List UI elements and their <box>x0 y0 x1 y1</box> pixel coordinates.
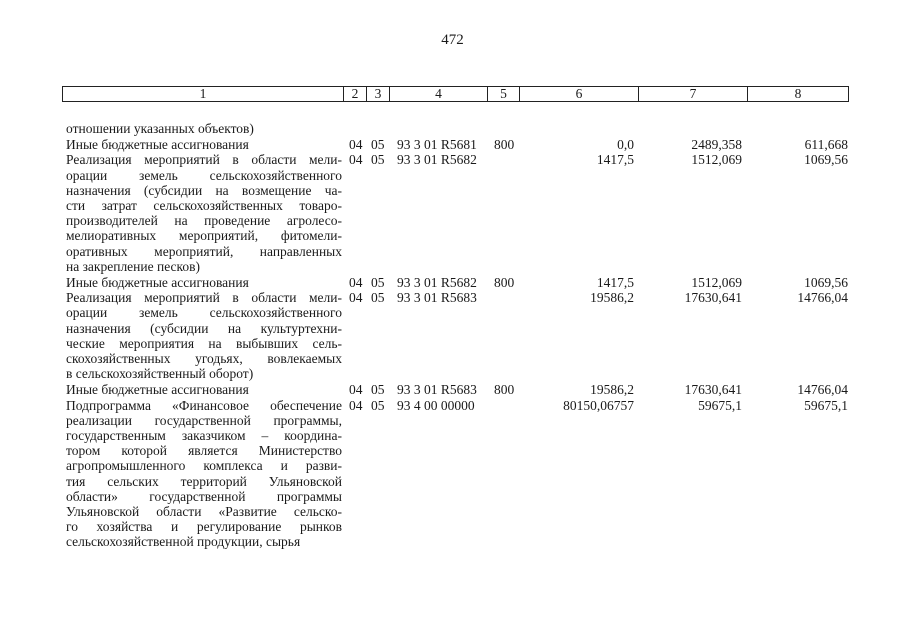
header-col-3: 3 <box>367 87 390 101</box>
description-line: тором которой является Министерство <box>66 443 342 459</box>
cell-col-8: 59675,1 <box>804 397 848 413</box>
cell-col-4: 93 3 01 R5682 <box>397 152 477 168</box>
cell-col-2: 04 <box>349 381 363 397</box>
description-line: Реализация мероприятий в области мели- <box>66 152 342 168</box>
description-line: отношении указанных объектов) <box>66 121 254 136</box>
cell-col-4: 93 3 01 R5682 <box>397 274 477 290</box>
description-line: Иные бюджетные ассигнования <box>66 381 249 397</box>
cell-col-6: 1417,5 <box>596 274 634 290</box>
row-description <box>66 290 342 381</box>
cell-col-3: 05 <box>371 290 385 306</box>
cell-col-5: 800 <box>494 381 515 397</box>
cell-col-8: 14766,04 <box>797 290 848 306</box>
cell-col-8: 1069,56 <box>804 152 848 168</box>
description-line: скохозяйственных угодьях, вовлекаемых <box>66 351 342 366</box>
cell-col-5: 800 <box>494 274 515 290</box>
page-number: 472 <box>441 32 464 48</box>
cell-col-4: 93 3 01 R5683 <box>397 381 477 397</box>
cell-col-2: 04 <box>349 274 363 290</box>
description-line: Ульяновской области «Развитие сельско- <box>66 504 342 520</box>
cell-col-3: 05 <box>371 136 385 152</box>
cell-col-8: 14766,04 <box>797 381 848 397</box>
cell-col-2: 04 <box>349 290 363 306</box>
cell-col-3: 05 <box>371 152 385 168</box>
cell-col-2: 04 <box>349 136 363 152</box>
description-line: агропромышленного комплекса и разви- <box>66 458 342 474</box>
header-col-6: 6 <box>520 87 639 101</box>
cell-col-2: 04 <box>349 152 363 168</box>
description-line: назначения (субсидии на возмещение ча- <box>66 182 342 198</box>
description-line: производителей на проведение агролесо- <box>66 213 342 229</box>
cell-col-5: 800 <box>494 136 515 152</box>
cell-col-6: 0,0 <box>617 136 634 152</box>
description-line: орации земель сельскохозяйственного <box>66 305 342 321</box>
cell-col-7: 1512,069 <box>691 152 742 168</box>
description-line: назначения (субсидии на культуртехни- <box>66 320 342 336</box>
description-line: области» государственной программы <box>66 488 342 504</box>
cell-col-4: 93 3 01 R5683 <box>397 290 477 306</box>
cell-col-4: 93 4 00 00000 <box>397 397 475 413</box>
description-line: на закрепление песков) <box>66 258 201 274</box>
cell-col-3: 05 <box>371 274 385 290</box>
description-line: орации земель сельскохозяйственного <box>66 167 342 183</box>
cell-col-7: 59675,1 <box>698 397 742 413</box>
description-line: реализации государственной программы, <box>66 412 342 428</box>
cell-col-2: 04 <box>349 397 363 413</box>
header-col-7: 7 <box>639 87 748 101</box>
description-line: сти затрат сельскохозяйственных товаро- <box>66 198 342 213</box>
header-col-5: 5 <box>488 87 520 101</box>
description-line: сельскохозяйственной продукции, сырья <box>66 534 301 550</box>
cell-col-7: 17630,641 <box>684 381 742 397</box>
header-col-8: 8 <box>794 86 802 101</box>
cell-col-6: 1417,5 <box>596 152 634 168</box>
description-line: ческие мероприятия на выбывших сель- <box>66 335 342 351</box>
cell-col-6: 80150,06757 <box>563 397 634 413</box>
header-col-1: 1 <box>63 87 344 101</box>
description-line: го хозяйства и регулирование рынков <box>66 519 342 535</box>
cell-col-7: 17630,641 <box>684 290 742 306</box>
description-line: мелиоративных мероприятий, фитомели- <box>66 228 342 244</box>
row-description <box>66 152 342 274</box>
description-line: Подпрограмма «Финансовое обеспечение <box>66 397 342 413</box>
description-line: Реализация мероприятий в области мели- <box>66 290 342 306</box>
description-line: в сельскохозяйственный оборот) <box>66 366 254 382</box>
description-line: государственным заказчиком – координа- <box>66 428 342 443</box>
row-description <box>66 137 342 152</box>
cell-col-3: 05 <box>371 381 385 397</box>
row-description <box>66 121 342 136</box>
description-line: оративных мероприятий, направленных <box>66 243 342 259</box>
description-line: тия сельских территорий Ульяновской <box>66 473 342 489</box>
description-line: Иные бюджетные ассигнования <box>66 136 249 152</box>
cell-col-8: 611,668 <box>804 136 848 152</box>
cell-col-3: 05 <box>371 397 385 413</box>
row-description <box>66 382 342 397</box>
row-description <box>66 275 342 290</box>
header-col-4: 4 <box>390 87 488 101</box>
cell-col-6: 19586,2 <box>590 381 634 397</box>
cell-col-7: 1512,069 <box>691 274 742 290</box>
cell-col-7: 2489,358 <box>691 136 742 152</box>
header-col-2: 2 <box>344 87 367 101</box>
cell-col-8: 1069,56 <box>804 274 848 290</box>
description-line: Иные бюджетные ассигнования <box>66 274 249 290</box>
cell-col-6: 19586,2 <box>590 290 634 306</box>
table-header <box>62 86 849 102</box>
cell-col-4: 93 3 01 R5681 <box>397 136 477 152</box>
row-description <box>66 398 342 550</box>
